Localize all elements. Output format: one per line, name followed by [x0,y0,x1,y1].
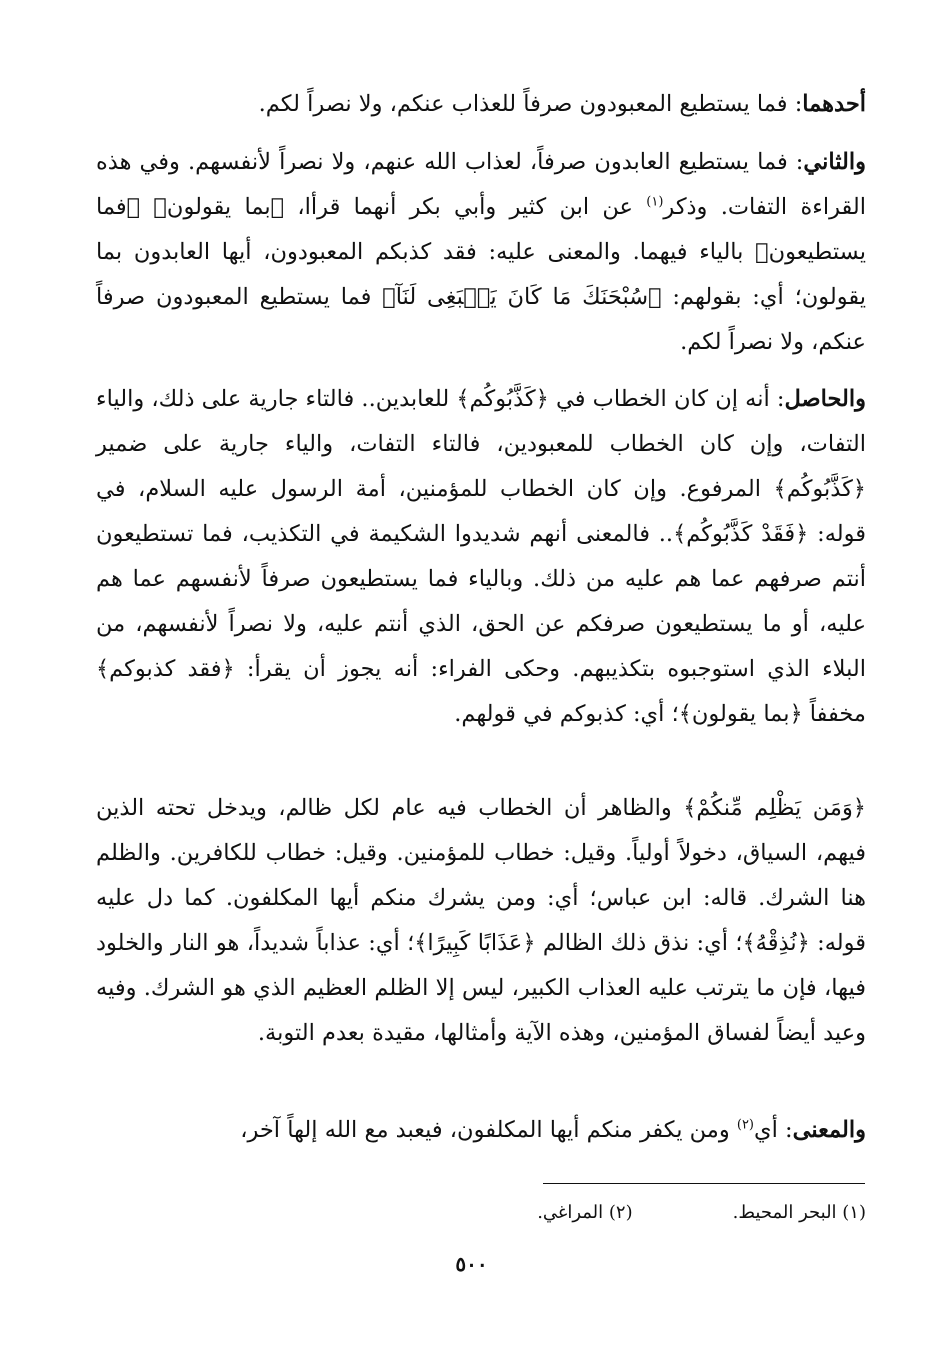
paragraph-text: : فما يستطيع المعبودون صرفاً للعذاب عنكم، ولا نصراً لكم. [258,91,803,117]
paragraph-4 [96,786,866,1056]
paragraph-text: : أي [754,1117,793,1143]
paragraph-lead: والثاني [803,149,866,175]
paragraph-lead: أحدهما [802,91,866,117]
paragraph-lead: والمعنى [792,1117,866,1143]
footnote-ref: (١) [646,194,664,210]
paragraph-text: : فما يستطيع العابدون صرفاً، لعذاب الله عنهم، ولا نصراً لأنفسهم. وفي هذه القراءة التفات. وذكر [96,149,866,220]
footnote-2: (٢) المراغي. [537,1202,633,1223]
paragraph-1 [96,82,866,127]
page-number: ٥٠٠ [455,1252,488,1276]
footnotes [300,1197,866,1229]
paragraph-lead: والحاصل [784,386,866,412]
paragraph-text: ومن يكفر منكم أيها المكلفون، فيعبد مع الله إلهاً آخر، [240,1117,737,1143]
footnote-1: (١) البحر المحيط. [732,1202,866,1223]
paragraph-text: : أنه إن كان الخطاب في ﴿كَذَّبُوكُم﴾ للعابدين.. فالتاء جارية على ذلك، والياء التفات، وإن كان الخطاب للمعبودين، فالتاء التفات، والياء جارية على ضمير ﴿كَذَّبُوكُم﴾ المرفوع. وإن كان الخطاب للمؤمنين، أمة الرسول عليه السلام، في قوله: ﴿فَقَدْ كَذَّبُوكُم﴾.. فالمعنى أنهم شديدوا الشكيمة في التكذيب، فما تستطيعون أنتم صرفهم عما هم عليه من ذلك. وبالياء فما يستطيعون صرفاً لأنفسهم عما هم عليه، أو ما يستطيعون صرفكم عن الحق، الذي أنتم عليه، ولا نصراً لأنفسهم، من البلاء الذي استوجبوه بتكذيبهم. وحكى الفراء: أنه يجوز أن يقرأ: ﴿فقد كذبوكم﴾ مخففاً ﴿بما يقولون﴾؛ أي: كذبوكم في قولهم. [96,386,866,727]
footnote-ref: (٢) [736,1117,754,1133]
footnote-divider [543,1183,865,1184]
paragraph-5 [96,1108,866,1153]
paragraph-text: عن ابن كثير وأبي بكر أنهما قرأا، ﴿بما يقولون﴾ ﴿فما يستطيعون﴾ بالياء فيهما. والمعنى عليه: فقد كذبكم المعبودون، أيها العابدون بما يقولون؛ أي: بقولهم: ﴿سُبْحَنَكَ مَا كَانَ يَنۢبَغِى لَنَآ﴾ فما يستطيع المعبودون صرفاً عنكم، ولا نصراً لكم. [96,194,866,355]
paragraph-2 [96,140,866,365]
paragraph-text: ﴿وَمَن يَظْلِم مِّنكُمْ﴾ والظاهر أن الخطاب فيه عام لكل ظالم، ويدخل تحته الذين فيهم، السياق، دخولاً أولياً. وقيل: خطاب للمؤمنين. وقيل: خطاب للكافرين. والظلم هنا الشرك. قاله: ابن عباس؛ أي: ومن يشرك منكم أيها المكلفون. كما دل عليه قوله: ﴿نُذِقْهُ﴾؛ أي: نذق ذلك الظالم ﴿عَذَابًا كَبِيرًا﴾؛ أي: عذاباً شديداً، هو النار والخلود فيها، فإن ما يترتب عليه العذاب الكبير، ليس إلا الظلم العظيم الذي هو الشرك. وفيه وعيد أيضاً لفساق المؤمنين، وهذه الآية وأمثالها، مقيدة بعدم التوبة. [96,795,866,1046]
paragraph-3 [96,377,866,737]
